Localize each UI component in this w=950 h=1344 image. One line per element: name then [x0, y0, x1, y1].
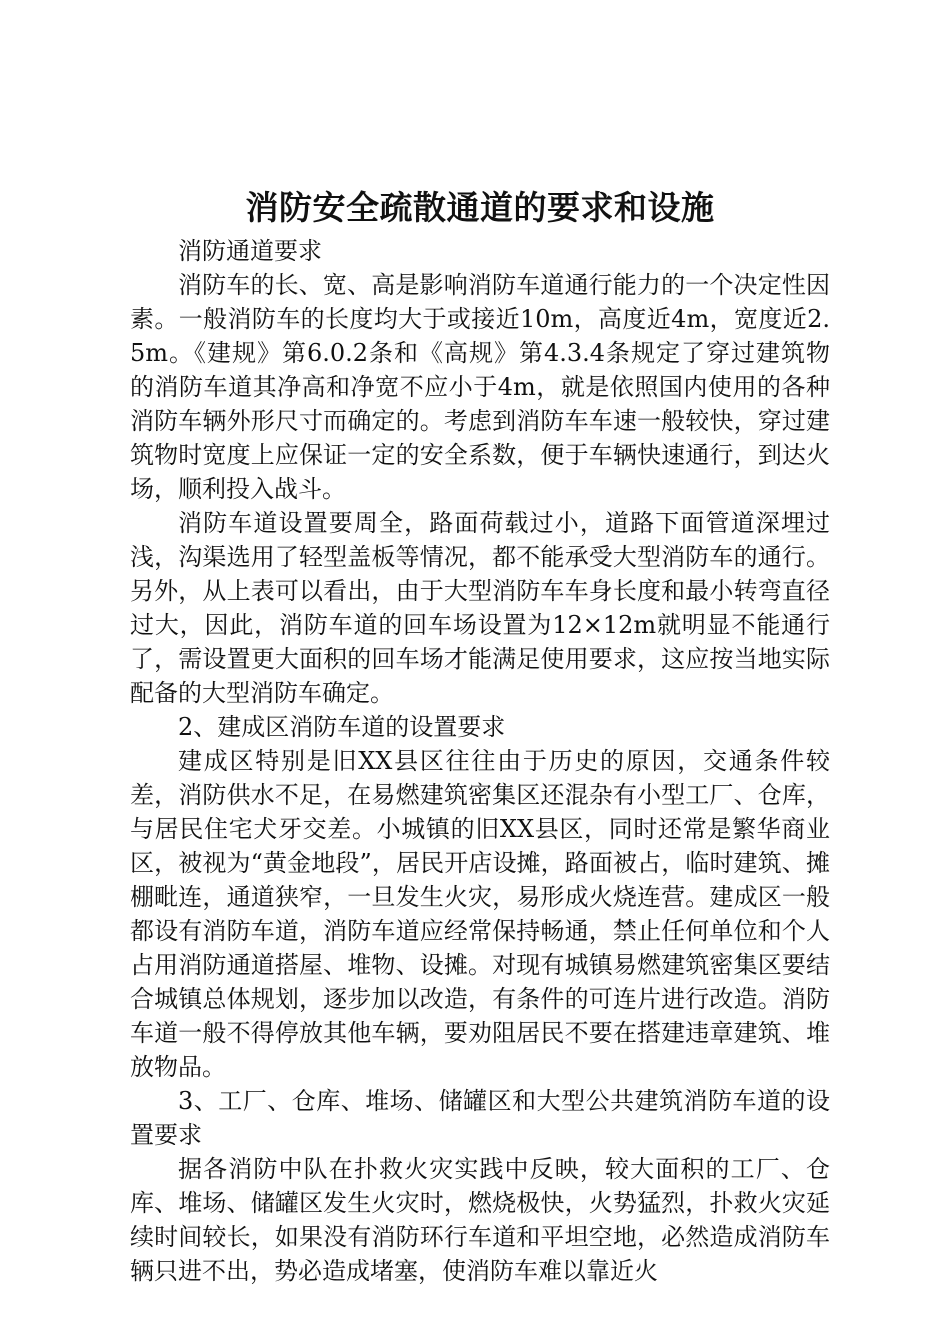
document-body	[130, 234, 830, 1288]
paragraph: 据各消防中队在扑救火灾实践中反映，较大面积的工厂、仓库、堆场、储罐区发生火灾时，燃烧极快，火势猛烈，扑救火灾延续时间较长，如果没有消防环行车道和平坦空地，必然造成消防车辆只进不出，势必造成堵塞，使消防车难以靠近火	[130, 1155, 830, 1285]
paragraph: 消防车的长、宽、高是影响消防车道通行能力的一个决定性因素。一般消防车的长度均大于或接近10m，高度近4m，宽度近2.5m。《建规》第6.0.2条和《高规》第4.3.4条规定了穿过建筑物的消防车道其净高和净宽不应小于4m，就是依照国内使用的各种消防车辆外形尺寸而确定的。考虑到消防车车速一般较快，穿过建筑物时宽度上应保证一定的安全系数，便于车辆快速通行，到达火场，顺利投入战斗。	[130, 271, 830, 503]
section-heading: 3、工厂、仓库、堆场、储罐区和大型公共建筑消防车道的设置要求	[130, 1087, 830, 1149]
paragraph: 消防车道设置要周全，路面荷载过小，道路下面管道深埋过浅，沟渠选用了轻型盖板等情况，都不能承受大型消防车的通行。另外，从上表可以看出，由于大型消防车车身长度和最小转弯直径过大，因此，消防车道的回车场设置为12×12m就明显不能通行了，需设置更大面积的回车场才能满足使用要求，这应按当地实际配备的大型消防车确定。	[130, 509, 830, 707]
section-heading: 2、建成区消防车道的设置要求	[178, 713, 506, 741]
document-title: 消防安全疏散通道的要求和设施	[245, 188, 715, 227]
section-heading: 消防通道要求	[178, 237, 322, 265]
paragraph: 建成区特别是旧XX县区往往由于历史的原因，交通条件较差，消防供水不足，在易燃建筑密集区还混杂有小型工厂、仓库，与居民住宅犬牙交差。小城镇的旧XX县区，同时还常是繁华商业区，被视为“黄金地段”，居民开店设摊，路面被占，临时建筑、摊棚毗连，通道狭窄，一旦发生火灾，易形成火烧连营。建成区一般都设有消防车道，消防车道应经常保持畅通，禁止任何单位和个人占用消防通道搭屋、堆物、设摊。对现有城镇易燃建筑密集区要结合城镇总体规划，逐步加以改造，有条件的可连片进行改造。消防车道一般不得停放其他车辆，要劝阻居民不要在搭建违章建筑、堆放物品。	[130, 747, 830, 1081]
